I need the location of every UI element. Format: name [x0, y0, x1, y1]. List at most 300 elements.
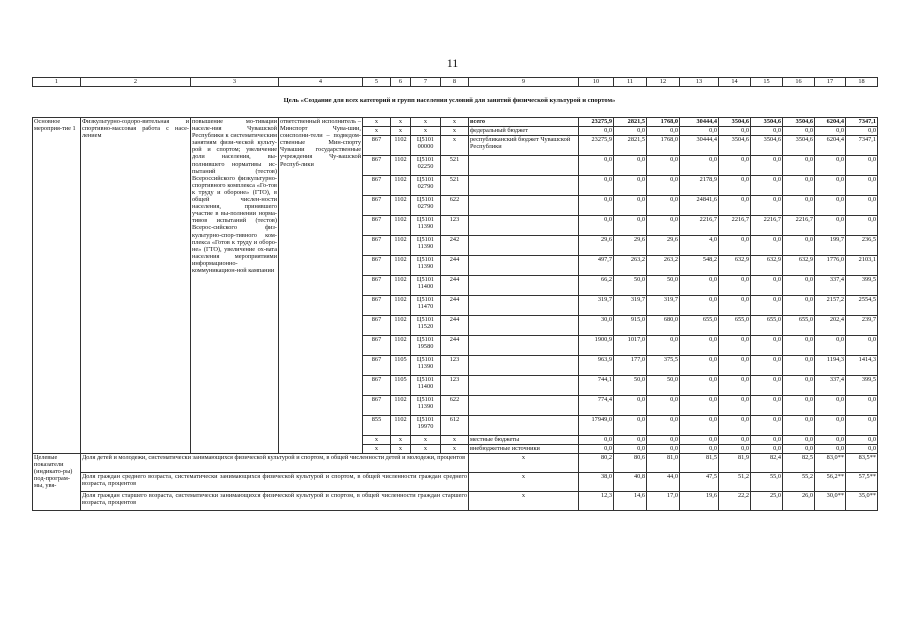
value-cell: 23275,9	[579, 136, 614, 156]
value-cell: 399,5	[846, 276, 878, 296]
code-cell: х	[363, 445, 391, 454]
value-cell: 0,0	[719, 276, 751, 296]
target-value-cell: 12,3	[579, 492, 614, 511]
value-cell: 0,0	[719, 396, 751, 416]
code-cell: 867	[363, 296, 391, 316]
value-cell: 375,5	[647, 356, 680, 376]
value-cell: 2103,1	[846, 256, 878, 276]
target-value-cell: 55,2	[783, 473, 815, 492]
source-cell: местные бюджеты	[469, 436, 579, 445]
code-cell: 867	[363, 136, 391, 156]
code-cell: Ц5101 00000	[411, 136, 441, 156]
value-cell: 0,0	[614, 416, 647, 436]
value-cell: 1768,0	[647, 136, 680, 156]
code-cell: 867	[363, 316, 391, 336]
target-value-cell: 56,2**	[815, 473, 846, 492]
value-cell: 680,0	[647, 316, 680, 336]
target-value-cell: 26,0	[783, 492, 815, 511]
value-cell: 3504,6	[783, 136, 815, 156]
value-cell: 1414,3	[846, 356, 878, 376]
source-cell	[469, 416, 579, 436]
value-cell: 50,0	[647, 276, 680, 296]
source-cell: федеральный бюджет	[469, 127, 579, 136]
value-cell: 2216,7	[680, 216, 719, 236]
code-cell: 1102	[391, 216, 411, 236]
value-cell: 0,0	[647, 396, 680, 416]
value-cell: 0,0	[846, 216, 878, 236]
code-cell: Ц5101 11390	[411, 256, 441, 276]
value-cell: 0,0	[815, 176, 846, 196]
target-value-cell: 17,0	[647, 492, 680, 511]
value-cell: 632,9	[751, 256, 783, 276]
value-cell: 0,0	[815, 127, 846, 136]
code-cell: 855	[363, 416, 391, 436]
column-number: 13	[680, 78, 719, 87]
value-cell: 0,0	[719, 296, 751, 316]
value-cell: 7347,1	[846, 136, 878, 156]
target-value-cell: 81,5	[680, 454, 719, 473]
code-cell: Ц5101 11390	[411, 236, 441, 256]
finance-row	[33, 118, 878, 127]
column-number: 5	[363, 78, 391, 87]
target-value-cell: 51,2	[719, 473, 751, 492]
code-cell: х	[411, 118, 441, 127]
target-row	[33, 492, 878, 511]
code-cell: Ц5101 11390	[411, 356, 441, 376]
value-cell: 0,0	[751, 176, 783, 196]
target-value-cell: 57,5**	[846, 473, 878, 492]
value-cell: 0,0	[783, 296, 815, 316]
value-cell: 0,0	[719, 356, 751, 376]
value-cell: 239,7	[846, 316, 878, 336]
value-cell: 0,0	[680, 276, 719, 296]
source-cell	[469, 376, 579, 396]
column-number: 11	[614, 78, 647, 87]
target-row	[33, 473, 878, 492]
value-cell: 0,0	[680, 296, 719, 316]
value-cell: 2216,7	[783, 216, 815, 236]
code-cell: 1102	[391, 396, 411, 416]
value-cell: 0,0	[614, 436, 647, 445]
value-cell: 0,0	[815, 436, 846, 445]
value-cell: 199,7	[815, 236, 846, 256]
column-number: 12	[647, 78, 680, 87]
value-cell: 0,0	[647, 156, 680, 176]
value-cell: 0,0	[579, 436, 614, 445]
value-cell: 399,5	[846, 376, 878, 396]
value-cell: 0,0	[579, 216, 614, 236]
value-cell: 548,2	[680, 256, 719, 276]
event-col3: повышение мо-тивации населе-ния Чувашской Республики к систематическим занятиям физи-ческой культу-рой и спортом; увеличение доли населения, вы-полнившего нормативы ис-пытаний (тестов) Всероссийского физкультурно-спортивного комплекса «Го-тов к труду и обороне» (ГТО), в общей числен-ности населения, принявшего участие в вы-полнении норма-тивов испытаний (тестов) Всерос-сийского физ-культурно-спор-тивного ком-плекса «Готов к труду и оборо-не» (ГТО), увеличение ох-вата населения мероприятиями информационно-коммуникацион-ной кампании	[191, 118, 279, 454]
code-cell: х	[391, 127, 411, 136]
code-cell: 867	[363, 156, 391, 176]
value-cell: 0,0	[680, 445, 719, 454]
value-cell: 655,0	[680, 316, 719, 336]
value-cell: 0,0	[783, 336, 815, 356]
code-cell: 521	[441, 156, 469, 176]
code-cell: 1102	[391, 276, 411, 296]
value-cell: 0,0	[647, 445, 680, 454]
value-cell: 0,0	[815, 196, 846, 216]
value-cell: 0,0	[751, 445, 783, 454]
code-cell: 244	[441, 276, 469, 296]
column-number: 9	[469, 78, 579, 87]
value-cell: 0,0	[751, 236, 783, 256]
target-value-cell: 81,9	[719, 454, 751, 473]
value-cell: 0,0	[846, 336, 878, 356]
code-cell: х	[391, 118, 411, 127]
value-cell: 0,0	[783, 127, 815, 136]
value-cell: 337,4	[815, 376, 846, 396]
value-cell: 0,0	[783, 236, 815, 256]
value-cell: 0,0	[751, 416, 783, 436]
column-number: 6	[391, 78, 411, 87]
column-number: 4	[279, 78, 363, 87]
target-value-cell: 22,2	[719, 492, 751, 511]
value-cell: 0,0	[579, 445, 614, 454]
value-cell: 24841,6	[680, 196, 719, 216]
value-cell: 7347,1	[846, 118, 878, 127]
value-cell: 0,0	[719, 376, 751, 396]
value-cell: 0,0	[815, 336, 846, 356]
target-description: Доля граждан старшего возраста, систематически занимающихся физической культурой и спортом, в общей численности граждан старшего возраста, процентов	[81, 492, 469, 511]
value-cell: 632,9	[719, 256, 751, 276]
value-cell: 50,0	[614, 376, 647, 396]
column-number: 7	[411, 78, 441, 87]
value-cell: 6204,4	[815, 118, 846, 127]
value-cell: 17949,0	[579, 416, 614, 436]
value-cell: 0,0	[751, 127, 783, 136]
code-cell: Ц5101 11400	[411, 376, 441, 396]
column-number: 18	[846, 78, 878, 87]
value-cell: 497,7	[579, 256, 614, 276]
value-cell: 319,7	[614, 296, 647, 316]
value-cell: 655,0	[783, 316, 815, 336]
value-cell: 0,0	[751, 376, 783, 396]
source-cell	[469, 196, 579, 216]
code-cell: Ц5101 11390	[411, 216, 441, 236]
value-cell: 0,0	[719, 236, 751, 256]
targets-label: Целевые показатели (индикато-ры) под-програм-мы, увя-	[33, 454, 81, 511]
code-cell: х	[363, 127, 391, 136]
value-cell: 0,0	[783, 445, 815, 454]
value-cell: 202,4	[815, 316, 846, 336]
column-number: 17	[815, 78, 846, 87]
code-cell: 242	[441, 236, 469, 256]
value-cell: 0,0	[751, 336, 783, 356]
value-cell: 3504,6	[783, 118, 815, 127]
value-cell: 66,2	[579, 276, 614, 296]
value-cell: 0,0	[680, 416, 719, 436]
value-cell: 0,0	[815, 396, 846, 416]
value-cell: 0,0	[783, 356, 815, 376]
value-cell: 236,5	[846, 236, 878, 256]
code-cell: х	[411, 127, 441, 136]
value-cell: 655,0	[719, 316, 751, 336]
target-value-cell: 35,0**	[846, 492, 878, 511]
value-cell: 0,0	[719, 445, 751, 454]
value-cell: 0,0	[647, 196, 680, 216]
value-cell: 319,7	[647, 296, 680, 316]
value-cell: 1768,0	[647, 118, 680, 127]
code-cell: 1102	[391, 156, 411, 176]
source-cell	[469, 356, 579, 376]
code-cell: х	[441, 436, 469, 445]
value-cell: 0,0	[680, 436, 719, 445]
value-cell: 744,1	[579, 376, 614, 396]
value-cell: 4,0	[680, 236, 719, 256]
value-cell: 3504,6	[751, 136, 783, 156]
code-cell: 867	[363, 376, 391, 396]
value-cell: 0,0	[614, 176, 647, 196]
value-cell: 337,4	[815, 276, 846, 296]
target-description: Доля детей и молодежи, систематически занимающихся физической культурой и спортом, в общей численности детей и молодежи, процентов	[81, 454, 469, 473]
source-cell: внебюджетные источники	[469, 445, 579, 454]
value-cell: 0,0	[614, 396, 647, 416]
value-cell: 0,0	[579, 156, 614, 176]
value-cell: 0,0	[783, 376, 815, 396]
value-cell: 2821,5	[614, 136, 647, 156]
column-number: 8	[441, 78, 469, 87]
code-cell: Ц5101 02790	[411, 176, 441, 196]
value-cell: 30444,4	[680, 118, 719, 127]
code-cell: 1102	[391, 336, 411, 356]
code-cell: 622	[441, 196, 469, 216]
goal-title: Цель «Создание для всех категорий и групп населения условий для занятий физической культурой и спортом»	[283, 97, 616, 104]
target-value-cell: 82,4	[751, 454, 783, 473]
value-cell: 0,0	[751, 276, 783, 296]
code-cell: 867	[363, 356, 391, 376]
value-cell: 0,0	[647, 127, 680, 136]
column-number: 15	[751, 78, 783, 87]
code-cell: 244	[441, 316, 469, 336]
target-value-cell: 44,0	[647, 473, 680, 492]
source-cell: всего	[469, 118, 579, 127]
value-cell: 0,0	[846, 196, 878, 216]
value-cell: 0,0	[680, 376, 719, 396]
code-cell: 244	[441, 256, 469, 276]
code-cell: х	[411, 436, 441, 445]
value-cell: 0,0	[783, 396, 815, 416]
column-number: 2	[81, 78, 191, 87]
target-value-cell: 38,0	[579, 473, 614, 492]
value-cell: 915,0	[614, 316, 647, 336]
code-cell: х	[441, 136, 469, 156]
column-number: 16	[783, 78, 815, 87]
event-col2: Физкультурно-оздоро-вительная и спортивно-массовая работа с насе-лением	[81, 118, 191, 454]
value-cell: 29,6	[579, 236, 614, 256]
value-cell: 2821,5	[614, 118, 647, 127]
code-cell: 1102	[391, 296, 411, 316]
code-cell: Ц5101 11390	[411, 396, 441, 416]
target-value-cell: 14,6	[614, 492, 647, 511]
value-cell: 1776,0	[815, 256, 846, 276]
code-cell: х	[391, 436, 411, 445]
target-value-cell: 80,6	[614, 454, 647, 473]
value-cell: 655,0	[751, 316, 783, 336]
value-cell: 0,0	[614, 445, 647, 454]
value-cell: 0,0	[751, 436, 783, 445]
code-cell: 867	[363, 276, 391, 296]
value-cell: 0,0	[719, 156, 751, 176]
target-value-cell: 83,5**	[846, 454, 878, 473]
value-cell: 0,0	[783, 196, 815, 216]
value-cell: 0,0	[719, 336, 751, 356]
code-cell: х	[363, 118, 391, 127]
target-value-cell: 30,0**	[815, 492, 846, 511]
target-value-cell: 19,6	[680, 492, 719, 511]
value-cell: 0,0	[783, 416, 815, 436]
code-cell: 1102	[391, 236, 411, 256]
value-cell: 0,0	[680, 336, 719, 356]
value-cell: 30444,4	[680, 136, 719, 156]
value-cell: 0,0	[783, 436, 815, 445]
column-number: 14	[719, 78, 751, 87]
value-cell: 0,0	[647, 436, 680, 445]
code-cell: х	[441, 127, 469, 136]
code-cell: 622	[441, 396, 469, 416]
code-cell: х	[391, 445, 411, 454]
value-cell: 0,0	[614, 127, 647, 136]
value-cell: 2216,7	[719, 216, 751, 236]
code-cell: 123	[441, 216, 469, 236]
value-cell: 0,0	[751, 196, 783, 216]
target-x-cell: х	[469, 492, 579, 511]
code-cell: х	[411, 445, 441, 454]
code-cell: Ц5101 19580	[411, 336, 441, 356]
code-cell: 867	[363, 216, 391, 236]
value-cell: 0,0	[579, 196, 614, 216]
code-cell: Ц5101 19970	[411, 416, 441, 436]
source-cell	[469, 176, 579, 196]
value-cell: 263,2	[614, 256, 647, 276]
value-cell: 23275,9	[579, 118, 614, 127]
value-cell: 0,0	[680, 356, 719, 376]
code-cell: Ц5101 02250	[411, 156, 441, 176]
target-value-cell: 47,5	[680, 473, 719, 492]
value-cell: 0,0	[647, 416, 680, 436]
value-cell: 0,0	[719, 127, 751, 136]
value-cell: 1017,0	[614, 336, 647, 356]
column-number: 1	[33, 78, 81, 87]
column-number-row	[32, 77, 878, 87]
code-cell: 1102	[391, 196, 411, 216]
program-table	[32, 117, 878, 511]
value-cell: 0,0	[647, 336, 680, 356]
value-cell: 0,0	[846, 416, 878, 436]
value-cell: 0,0	[680, 156, 719, 176]
code-cell: 1102	[391, 176, 411, 196]
value-cell: 0,0	[719, 196, 751, 216]
value-cell: 0,0	[751, 156, 783, 176]
target-description: Доля граждан среднего возраста, систематически занимающихся физической культурой и спортом, в общей численности граждан среднего возраста, процентов	[81, 473, 469, 492]
value-cell: 0,0	[783, 176, 815, 196]
target-x-cell: х	[469, 454, 579, 473]
value-cell: 0,0	[719, 436, 751, 445]
value-cell: 0,0	[783, 156, 815, 176]
value-cell: 0,0	[647, 216, 680, 236]
source-cell: республиканский бюджет Чувашской Республики	[469, 136, 579, 156]
code-cell: Ц5101 11400	[411, 276, 441, 296]
code-cell: х	[441, 445, 469, 454]
value-cell: 1900,9	[579, 336, 614, 356]
code-cell: 521	[441, 176, 469, 196]
value-cell: 0,0	[680, 127, 719, 136]
value-cell: 0,0	[846, 127, 878, 136]
event-col4: ответственный исполнитель – Минспорт Чува-шии, соисполни-тели – подведом-ственные Мин-спорту Чувашии государственные учреждения Чу-вашской Респуб-лики	[279, 118, 363, 454]
target-value-cell: 25,0	[751, 492, 783, 511]
value-cell: 632,9	[783, 256, 815, 276]
page-number: 11	[446, 56, 459, 70]
value-cell: 50,0	[647, 376, 680, 396]
code-cell: 1102	[391, 416, 411, 436]
code-cell: 867	[363, 236, 391, 256]
value-cell: 0,0	[680, 396, 719, 416]
value-cell: 1194,3	[815, 356, 846, 376]
value-cell: 29,6	[647, 236, 680, 256]
code-cell: 244	[441, 336, 469, 356]
value-cell: 3504,6	[719, 136, 751, 156]
value-cell: 0,0	[815, 156, 846, 176]
code-cell: Ц5101 11520	[411, 316, 441, 336]
value-cell: 3504,6	[751, 118, 783, 127]
code-cell: 244	[441, 296, 469, 316]
code-cell: 123	[441, 356, 469, 376]
code-cell: 1105	[391, 356, 411, 376]
code-cell: 1105	[391, 376, 411, 396]
event-col1: Основное мероприя-тие 1	[33, 118, 81, 454]
source-cell	[469, 236, 579, 256]
code-cell: 1102	[391, 256, 411, 276]
value-cell: 0,0	[579, 176, 614, 196]
value-cell: 774,4	[579, 396, 614, 416]
target-x-cell: х	[469, 473, 579, 492]
value-cell: 0,0	[846, 156, 878, 176]
value-cell: 0,0	[815, 216, 846, 236]
code-cell: 867	[363, 336, 391, 356]
target-value-cell: 82,5	[783, 454, 815, 473]
value-cell: 2554,5	[846, 296, 878, 316]
value-cell: 0,0	[751, 296, 783, 316]
source-cell	[469, 296, 579, 316]
value-cell: 0,0	[815, 416, 846, 436]
value-cell: 0,0	[846, 436, 878, 445]
source-cell	[469, 256, 579, 276]
target-value-cell: 40,8	[614, 473, 647, 492]
source-cell	[469, 316, 579, 336]
value-cell: 0,0	[751, 356, 783, 376]
value-cell: 0,0	[579, 127, 614, 136]
target-value-cell: 55,0	[751, 473, 783, 492]
value-cell: 319,7	[579, 296, 614, 316]
column-number: 10	[579, 78, 614, 87]
value-cell: 0,0	[846, 176, 878, 196]
value-cell: 3504,6	[719, 118, 751, 127]
source-cell	[469, 336, 579, 356]
target-value-cell: 83,0**	[815, 454, 846, 473]
value-cell: 0,0	[719, 416, 751, 436]
value-cell: 30,0	[579, 316, 614, 336]
value-cell: 0,0	[815, 445, 846, 454]
code-cell: 1102	[391, 316, 411, 336]
value-cell: 0,0	[719, 176, 751, 196]
value-cell: 2216,7	[751, 216, 783, 236]
value-cell: 2178,9	[680, 176, 719, 196]
code-cell: 1102	[391, 136, 411, 156]
code-cell: х	[363, 436, 391, 445]
source-cell	[469, 216, 579, 236]
code-cell: 867	[363, 256, 391, 276]
